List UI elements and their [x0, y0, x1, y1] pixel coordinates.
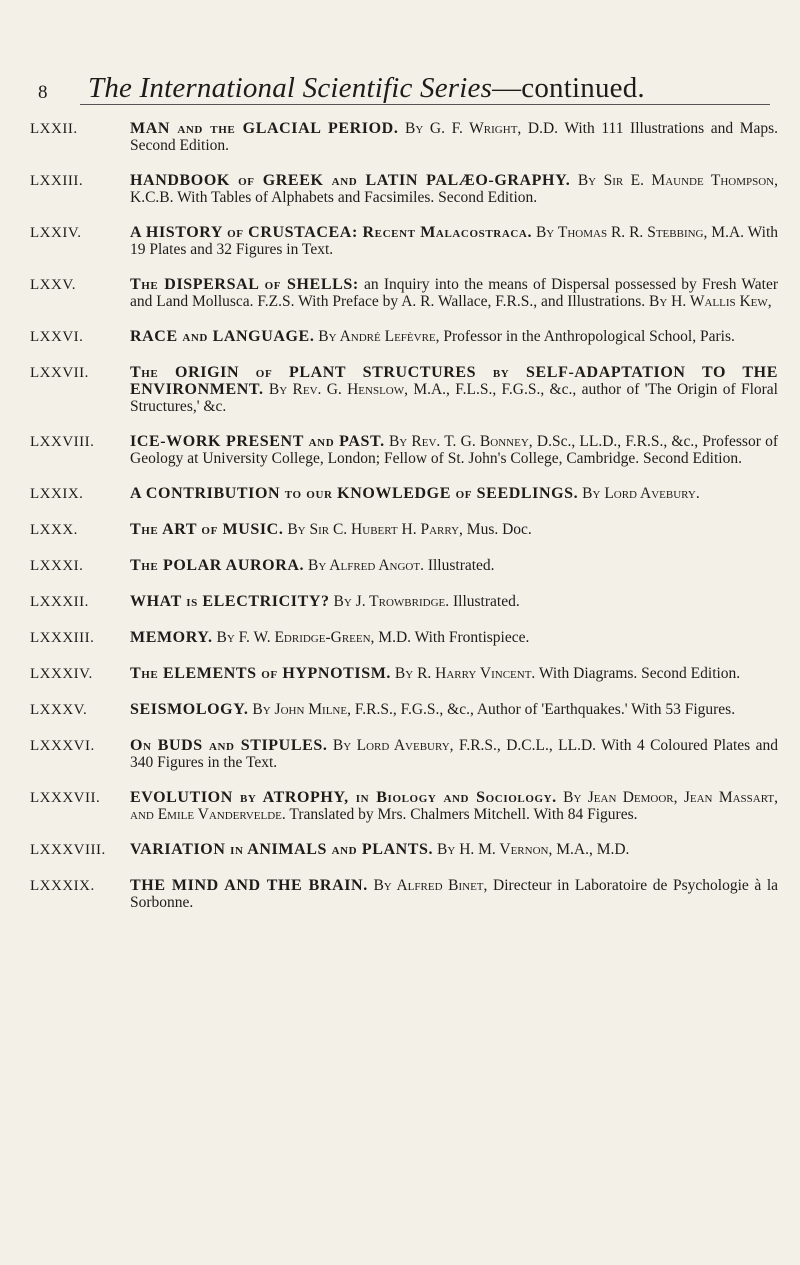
entry-text	[130, 877, 790, 911]
entry-number: LXXXV.	[30, 702, 88, 718]
entry-title: The ELEMENTS of HYPNOTISM.	[130, 665, 392, 682]
entry-details: Translated by Mrs. Chalmers Mitchell. With 84 Figures.	[289, 806, 638, 823]
entry-number: LXXXVII.	[30, 790, 101, 806]
catalogue-entry	[30, 789, 790, 823]
entry-author: By André Lefèvre,	[318, 328, 440, 345]
entry-details: Illustrated.	[427, 557, 495, 574]
entry-author: By Jean Demoor, Jean Massart, and Emile Vandervelde.	[130, 789, 779, 823]
entry-text	[130, 665, 790, 683]
entry-list	[30, 120, 790, 929]
entry-author: By Rev. T. G. Bonney,	[388, 433, 533, 450]
entry-author: By Alfred Angot.	[307, 557, 424, 574]
entry-text	[130, 701, 790, 719]
entry-author: By Lord Avebury,	[332, 737, 454, 754]
catalogue-entry	[30, 877, 790, 911]
entry-number: LXXX.	[30, 522, 78, 538]
entry-author: By Alfred Binet,	[373, 877, 488, 894]
entry-title: WHAT is ELECTRICITY?	[130, 593, 330, 610]
entry-title: The DISPERSAL of SHELLS:	[130, 276, 359, 293]
entry-details: Professor in the Anthropological School, Paris.	[443, 328, 735, 345]
catalogue-entry	[30, 737, 790, 771]
entry-title: The ART of MUSIC.	[130, 521, 284, 538]
entry-text	[130, 521, 790, 539]
catalogue-entry	[30, 328, 790, 346]
entry-text	[130, 593, 790, 611]
catalogue-entry	[30, 521, 790, 539]
entry-number: LXXVI.	[30, 329, 84, 345]
entry-title: ICE-WORK PRESENT and PAST.	[130, 433, 385, 450]
entry-text	[130, 224, 790, 258]
entry-author: By Rev. G. Henslow,	[268, 381, 408, 398]
catalogue-entry	[30, 276, 790, 310]
entry-details: F.R.S., F.G.S., &c., Author of 'Earthquakes.' With 53 Figures.	[354, 701, 736, 718]
entry-text	[130, 557, 790, 575]
entry-details: M.D. With Frontispiece.	[378, 629, 530, 646]
entry-title: RACE and LANGUAGE.	[130, 328, 315, 345]
page-number: 8	[38, 82, 48, 103]
entry-title: A HISTORY of CRUSTACEA: Recent Malacostraca.	[130, 224, 533, 241]
entry-text	[130, 276, 790, 310]
entry-details: M.A., F.L.S., F.G.S., &c., author of 'The Origin of Floral Structures,' &c.	[130, 381, 778, 415]
entry-text	[130, 328, 790, 346]
entry-text	[130, 485, 790, 503]
entry-text	[130, 120, 790, 154]
entry-author: By Thomas R. R. Stebbing,	[535, 224, 708, 241]
running-head	[30, 64, 770, 104]
entry-title: The ORIGIN of PLANT STRUCTURES by SELF-ADAPTATION TO THE ENVIRONMENT.	[130, 364, 778, 398]
entry-author: By H. Wallis Kew,	[649, 293, 772, 310]
entry-title: SEISMOLOGY.	[130, 701, 249, 718]
catalogue-entry	[30, 224, 790, 258]
running-title	[88, 72, 645, 105]
entry-details: Directeur in Laboratoire de Psychologie à la Sorbonne.	[130, 877, 779, 911]
catalogue-entry	[30, 172, 790, 206]
entry-number: LXXXVIII.	[30, 842, 106, 858]
entry-number: LXXVIII.	[30, 434, 95, 450]
entry-details: M.A. With 19 Plates and 32 Figures in Text.	[130, 224, 779, 258]
entry-number: LXXVII.	[30, 365, 89, 381]
entry-text	[130, 364, 790, 415]
entry-text	[130, 737, 790, 771]
series-title: The International Scientific Series	[88, 72, 493, 104]
entry-number: LXXXIX.	[30, 878, 95, 894]
entry-number: LXXXIII.	[30, 630, 95, 646]
entry-number: LXXXIV.	[30, 666, 93, 682]
catalogue-entry	[30, 433, 790, 467]
entry-number: LXXIX.	[30, 486, 84, 502]
entry-title: MEMORY.	[130, 629, 213, 646]
entry-author: By H. M. Vernon,	[437, 841, 553, 858]
entry-title: THE MIND AND THE BRAIN.	[130, 877, 368, 894]
series-title-suffix: —continued.	[492, 72, 645, 104]
entry-number: LXXIII.	[30, 173, 84, 189]
entry-text	[130, 433, 790, 467]
catalogue-entry	[30, 120, 790, 154]
entry-author: By Sir C. Hubert H. Parry,	[287, 521, 463, 538]
entry-details: D.Sc., LL.D., F.R.S., &c., Professor of Geology at University College, London; Fellow of St. John's College, Cambridge. Second Edition.	[130, 433, 779, 467]
catalogue-entry	[30, 665, 790, 683]
entry-details: D.D. With 111 Illustrations and Maps. Second Edition.	[130, 120, 779, 154]
entry-details: With Diagrams. Second Edition.	[538, 665, 741, 682]
entry-author: By G. F. Wright,	[405, 120, 522, 137]
entry-title: HANDBOOK of GREEK and LATIN PALÆO-GRAPHY.	[130, 172, 571, 189]
entry-number: LXXV.	[30, 277, 76, 293]
catalogue-entry	[30, 841, 790, 859]
catalogue-entry	[30, 557, 790, 575]
entry-author: By Lord Avebury.	[582, 485, 700, 502]
entry-author: By F. W. Edridge-Green,	[216, 629, 375, 646]
entry-text	[130, 789, 790, 823]
entry-number: LXXXVI.	[30, 738, 95, 754]
entry-details: an Inquiry into the means of Dispersal possessed by Fresh Water and Land Mollusca. F.Z.S. With Preface by A. R. Wallace, F.R.S., and Illustrations.	[130, 276, 779, 310]
entry-details: M.A., M.D.	[556, 841, 630, 858]
entry-number: LXXII.	[30, 121, 78, 137]
entry-details: Illustrated.	[452, 593, 520, 610]
entry-details: K.C.B. With Tables of Alphabets and Facsimiles. Second Edition.	[130, 189, 538, 206]
entry-text	[130, 172, 790, 206]
catalogue-entry	[30, 593, 790, 611]
header-rule	[80, 104, 770, 105]
entry-author: By J. Trowbridge.	[333, 593, 450, 610]
entry-title: EVOLUTION by ATROPHY, in Biology and Sociology.	[130, 789, 557, 806]
catalogue-entry	[30, 701, 790, 719]
entry-text	[130, 629, 790, 647]
entry-author: By Sir E. Maunde Thompson,	[577, 172, 778, 189]
entry-number: LXXIV.	[30, 225, 82, 241]
entry-author: By R. Harry Vincent.	[394, 665, 536, 682]
entry-title: VARIATION in ANIMALS and PLANTS.	[130, 841, 434, 858]
entry-title: On BUDS and STIPULES.	[130, 737, 328, 754]
entry-title: MAN and the GLACIAL PERIOD.	[130, 120, 399, 137]
entry-author: By John Milne,	[252, 701, 351, 718]
entry-number: LXXXI.	[30, 558, 84, 574]
catalogue-entry	[30, 485, 790, 503]
entry-text	[130, 841, 790, 859]
entry-number: LXXXII.	[30, 594, 89, 610]
entry-title: The POLAR AURORA.	[130, 557, 305, 574]
entry-title: A CONTRIBUTION to our KNOWLEDGE of SEEDLINGS.	[130, 485, 579, 502]
entry-details: Mus. Doc.	[466, 521, 532, 538]
catalogue-entry	[30, 364, 790, 415]
entry-details: F.R.S., D.C.L., LL.D. With 4 Coloured Plates and 340 Figures in the Text.	[130, 737, 779, 771]
catalogue-entry	[30, 629, 790, 647]
